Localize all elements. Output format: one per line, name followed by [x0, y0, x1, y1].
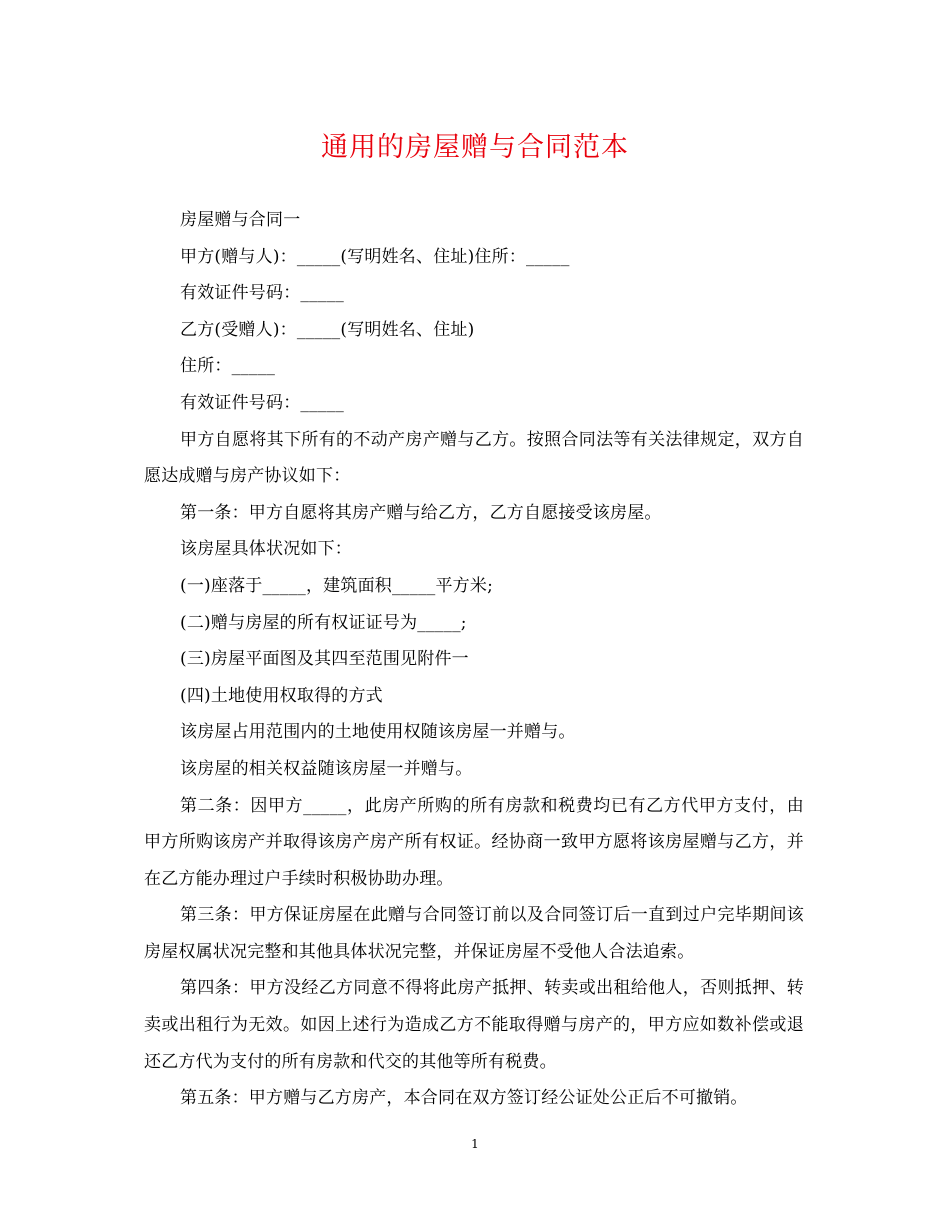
paragraph-item-3: (三)房屋平面图及其四至范围见附件一 — [180, 649, 469, 670]
document-body — [144, 202, 804, 1117]
paragraph-item-1: (一)座落于_____，建筑面积_____平方米; — [180, 575, 493, 596]
paragraph-article-5: 第五条：甲方赠与乙方房产，本合同在双方签订经公证处公正后不可撤销。 — [180, 1088, 748, 1109]
paragraph-heading: 房屋赠与合同一 — [180, 210, 301, 230]
paragraph-party-b: 乙方(受赠人)：_____(写明姓名、住址) — [180, 319, 475, 340]
paragraph-article-2: 第二条：因甲方_____，此房产所购的所有房款和税费均已有乙方代甲方支付，由甲方所购该房产并取得该房产房产所有权证。经协商一致甲方愿将该房屋赠与乙方，并在乙方能办理过户手续时积极协助办理。 — [144, 795, 804, 889]
page-number: 1 — [471, 1137, 479, 1151]
paragraph-article-4: 第四条：甲方没经乙方同意不得将此房产抵押、转卖或出租给他人，否则抵押、转卖或出租行为无效。如因上述行为造成乙方不能取得赠与房产的，甲方应如数补偿或退还乙方代为支付的所有房款和代交的其他等所有税费。 — [144, 978, 804, 1072]
document-title: 通用的房屋赠与合同范本 — [321, 132, 629, 163]
paragraph-party-a-id: 有效证件号码：_____ — [180, 283, 344, 304]
paragraph-preamble: 甲方自愿将其下所有的不动产房产赠与乙方。按照合同法等有关法律规定，双方自愿达成赠与房产协议如下： — [144, 429, 804, 487]
paragraph-related-rights: 该房屋的相关权益随该房屋一并赠与。 — [180, 758, 473, 779]
paragraph-party-a: 甲方(赠与人)：_____(写明姓名、住址)住所：_____ — [180, 246, 570, 267]
paragraph-land-rights: 该房屋占用范围内的土地使用权随该房屋一并赠与。 — [180, 722, 576, 743]
paragraph-article-3: 第三条：甲方保证房屋在此赠与合同签订前以及合同签订后一直到过户完毕期间该房屋权属状况完整和其他具体状况完整，并保证房屋不受他人合法追索。 — [144, 905, 804, 962]
paragraph-item-2: (二)赠与房屋的所有权证证号为_____; — [180, 612, 467, 633]
paragraph-item-4: (四)土地使用权取得的方式 — [180, 685, 383, 706]
paragraph-article-1: 第一条：甲方自愿将其房产赠与给乙方，乙方自愿接受该房屋。 — [180, 502, 662, 523]
paragraph-party-b-address: 住所：_____ — [180, 356, 276, 377]
paragraph-property-status: 该房屋具体状况如下： — [180, 539, 352, 560]
paragraph-party-b-id: 有效证件号码：_____ — [180, 392, 344, 413]
